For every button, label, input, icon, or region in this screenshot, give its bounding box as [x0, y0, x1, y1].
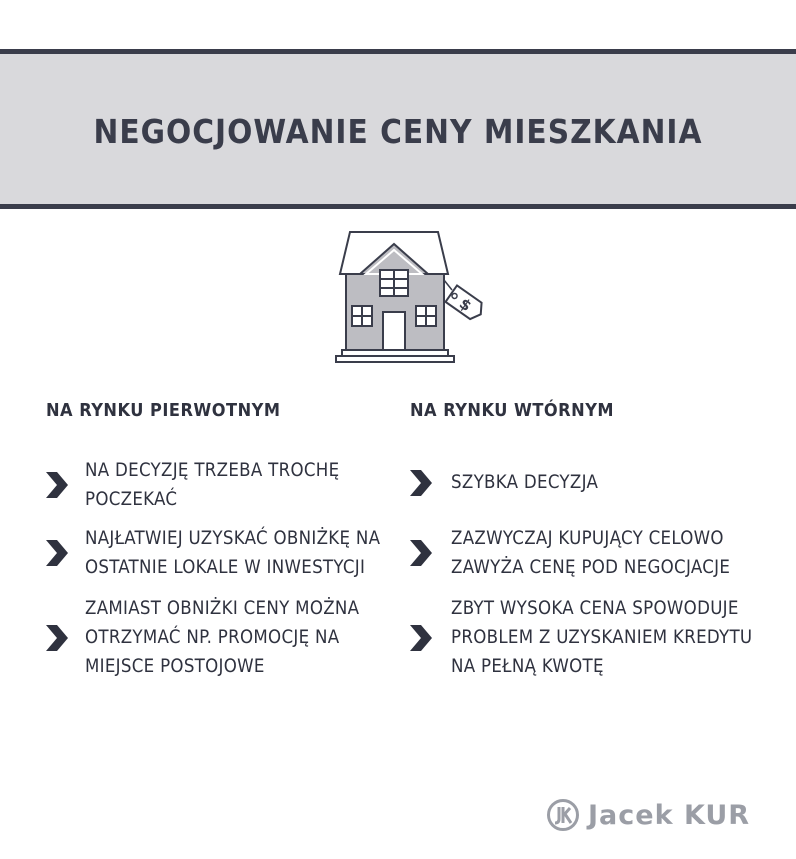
- chevron-right-icon: [46, 625, 68, 651]
- list-item: NAJŁATWIEJ UZYSKAĆ OBNIŻKĘ NA OSTATNIE LOKALE W INWESTYCJI: [46, 524, 380, 582]
- house-with-price-tag-icon: [330, 228, 490, 368]
- brand-logo: [546, 797, 750, 833]
- secondary-market-column: [410, 400, 770, 677]
- list-item: ZAMIAST OBNIŻKI CENY MOŻNA OTRZYMAĆ NP. PROMOCJĘ NA MIEJSCE POSTOJOWE: [46, 594, 359, 681]
- list-item: ZAZWYCZAJ KUPUJĄCY CELOWO ZAWYŻA CENĘ POD NEGOCJACJE: [410, 524, 730, 582]
- page-title: NEGOCJOWANIE CENY MIESZKANIA: [93, 112, 703, 151]
- svg-text:$: $: [455, 294, 475, 316]
- chevron-right-icon: [410, 470, 432, 496]
- list-item: SZYBKA DECYZJA: [410, 468, 598, 497]
- list-item: NA DECYZJĘ TRZEBA TROCHĘ POCZEKAĆ: [46, 456, 339, 514]
- title-banner: [0, 49, 796, 209]
- jk-logo-icon: [546, 798, 580, 832]
- chevron-right-icon: [46, 540, 68, 566]
- primary-market-column: [46, 400, 406, 677]
- list-item: ZBYT WYSOKA CENA SPOWODUJE PROBLEM Z UZYSKANIEM KREDYTU NA PEŁNĄ KWOTĘ: [410, 594, 752, 681]
- chevron-right-icon: [410, 625, 432, 651]
- chevron-right-icon: [46, 472, 68, 498]
- secondary-market-heading: NA RYNKU WTÓRNYM: [410, 400, 615, 421]
- brand-logo-text: Jacek KUR: [588, 799, 751, 831]
- chevron-right-icon: [410, 540, 432, 566]
- primary-market-heading: NA RYNKU PIERWOTNYM: [46, 400, 281, 421]
